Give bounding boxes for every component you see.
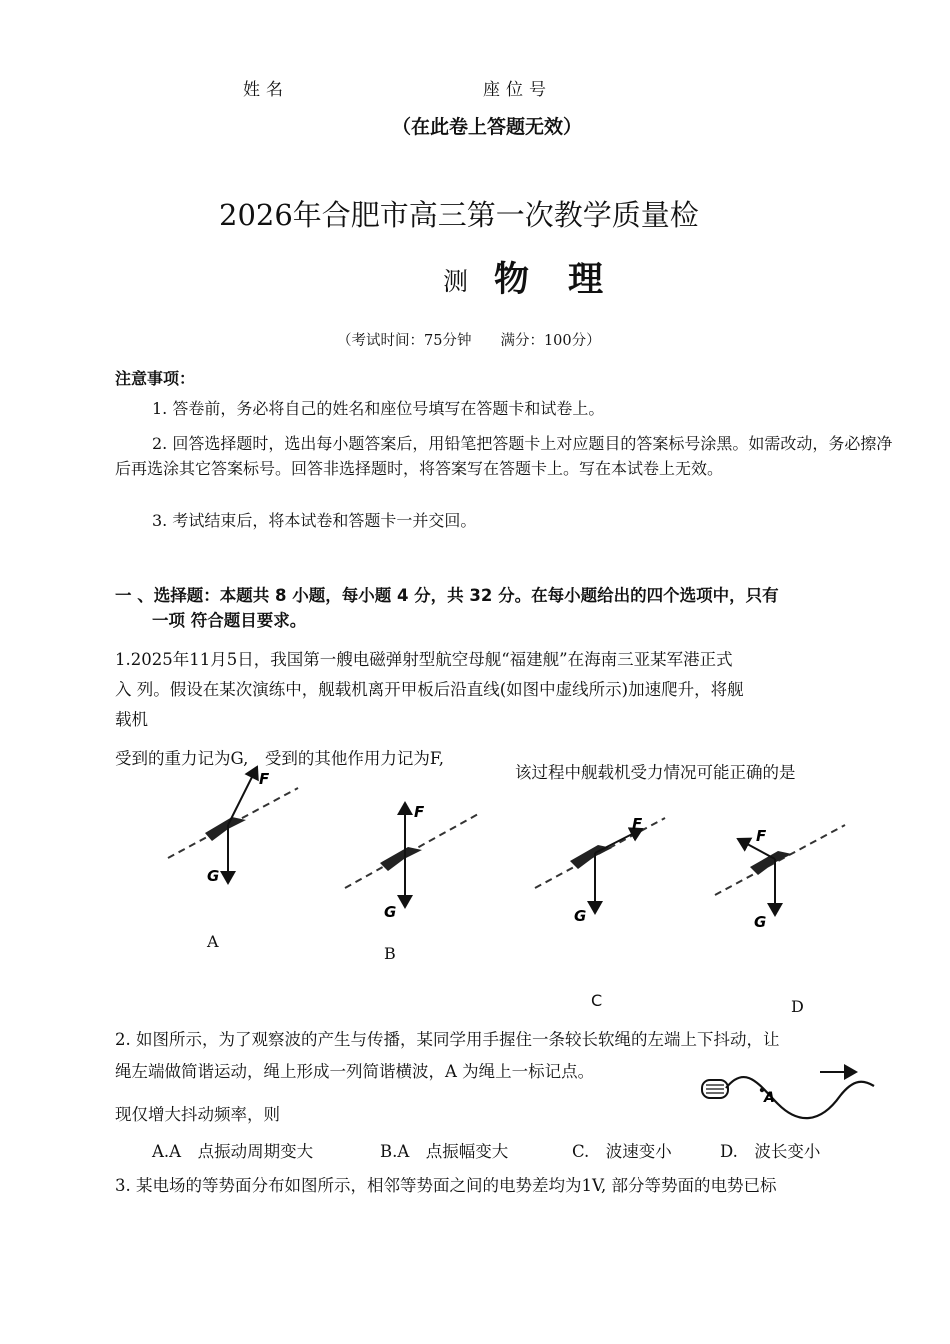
q2-line1: 2. 如图所示，为了观察波的产生与传播，某同学用手握住一条较长软绳的左端上下抖动，让 (115, 1030, 780, 1049)
q2-option-a: A.A 点振动周期变大 (152, 1142, 314, 1161)
note-item-1: 1. 答卷前，务必将自己的姓名和座位号填写在答题卡和试卷上。 (152, 399, 605, 418)
q1-force-diagrams (150, 755, 870, 945)
exam-info: （考试时间：75分钟 满分：100分） (337, 333, 601, 349)
q2-line2: 绳左端做简谐运动，绳上形成一列简谐横波，A 为绳上一标记点。 (115, 1062, 595, 1081)
force-f-label: F (756, 827, 767, 845)
q1-line2: 入 列。假设在某次演练中，舰载机离开甲板后沿直线(如图中虚线所示)加速爬升，将舰 (115, 680, 744, 699)
q1-line1: 1.2025年11月5日，我国第一艘电磁弹射型航空母舰“福建舰”在海南三亚某军港正式 (115, 650, 733, 669)
section-heading-line2: 一项 符合题目要求。 (152, 611, 307, 630)
diagram-a (168, 767, 298, 885)
point-a-label: A (764, 1090, 775, 1106)
note-item-3: 3. 考试结束后，将本试卷和答题卡一并交回。 (152, 511, 477, 530)
note-item-2: 2. 回答选择题时，选出每小题答案后，用铅笔把答题卡上对应题目的答案标号涂黑。如需改动，务必擦净后再选涂其它答案标号。回答非选择题时，将答案写在答题卡上。写在本试卷上无效。 (115, 434, 893, 478)
diagram-c (535, 815, 665, 925)
force-f-label: F (414, 803, 425, 821)
force-f-label: F (259, 770, 270, 788)
exam-title: 2026年合肥市高三第一次教学质量检 (219, 198, 699, 232)
q2-option-d: D. 波长变小 (720, 1142, 821, 1161)
force-g-label: G (574, 907, 587, 925)
q1-option-a-label: A (207, 932, 219, 951)
q1-line4b: 该过程中舰载机受力情况可能正确的是 (515, 763, 796, 782)
q1-option-b-label: B (384, 944, 396, 963)
aircraft-icon (380, 847, 422, 871)
q1-line3: 载机 (115, 710, 148, 729)
force-f-label: F (632, 815, 643, 833)
exam-title-tail: 测 (443, 267, 469, 296)
force-g-label: G (207, 867, 220, 885)
force-g-label: G (384, 903, 397, 921)
q2-option-b: B.A 点振幅变大 (380, 1142, 509, 1161)
q2-wave-figure (698, 1058, 880, 1128)
q3-line1: 3. 某电场的等势面分布如图所示，相邻等势面之间的电势差均为1V, 部分等势面的电势已标 (115, 1176, 777, 1195)
invalid-notice: （在此卷上答题无效） (392, 116, 583, 138)
diagram-d (715, 825, 845, 931)
force-g-label: G (754, 913, 767, 931)
name-label: 姓名 (243, 80, 289, 100)
aircraft-icon (750, 851, 792, 875)
q2-option-c: C. 波速变小 (572, 1142, 672, 1161)
seat-label: 座位号 (483, 80, 552, 100)
q1-option-c-label: C (591, 991, 603, 1010)
q1-line4a: 受到的重力记为G, 受到的其他作用力记为F, (115, 749, 444, 768)
q2-line3: 现仅增大抖动频率，则 (115, 1105, 280, 1124)
subject-title: 物 理 (494, 260, 606, 300)
diagram-b (345, 803, 480, 921)
hand-icon (702, 1080, 728, 1098)
section-heading-line1: 一 、选择题：本题共 8 小题，每小题 4 分，共 32 分。在每小题给出的四个选项中，只有 (115, 586, 779, 605)
q1-option-d-label: D (791, 997, 804, 1016)
rope-wave (726, 1077, 874, 1118)
aircraft-icon (205, 817, 246, 841)
notes-heading: 注意事项： (115, 369, 196, 388)
